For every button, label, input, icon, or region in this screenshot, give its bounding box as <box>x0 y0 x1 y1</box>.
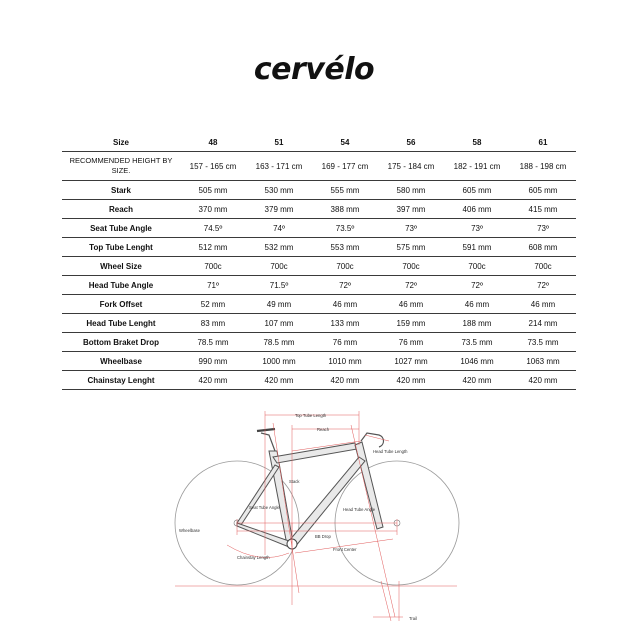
table-row <box>62 314 576 333</box>
row-label: Fork Offset <box>62 295 180 314</box>
table-cell: 379 mm <box>246 200 312 219</box>
table-cell: 159 mm <box>378 314 444 333</box>
table-cell: 52 mm <box>180 295 246 314</box>
table-cell: 700c <box>312 257 378 276</box>
table-cell: 1010 mm <box>312 352 378 371</box>
table-row <box>62 352 576 371</box>
table-cell: 74.5º <box>180 219 246 238</box>
label-top-tube-length: Top Tube Length <box>295 413 327 418</box>
table-cell: 46 mm <box>444 295 510 314</box>
row-label: Bottom Braket Drop <box>62 333 180 352</box>
frame-geometry-diagram <box>165 405 465 625</box>
table-cell: 370 mm <box>180 200 246 219</box>
table-cell: 73.5 mm <box>510 333 576 352</box>
label-trail: Trail <box>409 616 417 621</box>
table-row <box>62 371 576 390</box>
table-cell: 78.5 mm <box>246 333 312 352</box>
table-cell: 76 mm <box>312 333 378 352</box>
table-cell: 1063 mm <box>510 352 576 371</box>
header-size: 58 <box>444 134 510 152</box>
table-row <box>62 295 576 314</box>
label-reach: Reach <box>317 427 330 432</box>
header-size: 51 <box>246 134 312 152</box>
table-cell: 49 mm <box>246 295 312 314</box>
row-label: Top Tube Lenght <box>62 238 180 257</box>
table-cell: 72º <box>378 276 444 295</box>
table-cell: 605 mm <box>444 181 510 200</box>
table-cell: 169 - 177 cm <box>312 152 378 181</box>
table-cell: 73.5º <box>312 219 378 238</box>
table-row <box>62 152 576 181</box>
table-cell: 46 mm <box>312 295 378 314</box>
table-cell: 575 mm <box>378 238 444 257</box>
saddle <box>257 429 275 431</box>
table-cell: 133 mm <box>312 314 378 333</box>
table-cell: 73º <box>378 219 444 238</box>
row-label: Chainstay Lenght <box>62 371 180 390</box>
table-cell: 420 mm <box>444 371 510 390</box>
seatpost <box>261 433 275 451</box>
table-cell: 608 mm <box>510 238 576 257</box>
table-cell: 46 mm <box>510 295 576 314</box>
table-cell: 72º <box>510 276 576 295</box>
table-cell: 188 mm <box>444 314 510 333</box>
table-cell: 1046 mm <box>444 352 510 371</box>
table-cell: 530 mm <box>246 181 312 200</box>
table-cell: 532 mm <box>246 238 312 257</box>
header-size: 56 <box>378 134 444 152</box>
table-cell: 700c <box>378 257 444 276</box>
row-label: Wheelbase <box>62 352 180 371</box>
table-cell: 163 - 171 cm <box>246 152 312 181</box>
table-row <box>62 219 576 238</box>
table-row <box>62 333 576 352</box>
row-label: RECOMMENDED HEIGHT BY SIZE. <box>62 152 180 181</box>
row-label: Seat Tube Angle <box>62 219 180 238</box>
table-cell: 46 mm <box>378 295 444 314</box>
table-cell: 157 - 165 cm <box>180 152 246 181</box>
table-row <box>62 257 576 276</box>
header-size: 48 <box>180 134 246 152</box>
table-cell: 555 mm <box>312 181 378 200</box>
table-cell: 388 mm <box>312 200 378 219</box>
table-header-row <box>62 134 576 152</box>
table-cell: 71.5º <box>246 276 312 295</box>
table-cell: 71º <box>180 276 246 295</box>
table-cell: 73º <box>444 219 510 238</box>
table-cell: 420 mm <box>510 371 576 390</box>
label-stack: Stack <box>289 479 300 484</box>
table-cell: 214 mm <box>510 314 576 333</box>
row-label: Head Tube Lenght <box>62 314 180 333</box>
table-cell: 420 mm <box>246 371 312 390</box>
table-cell: 72º <box>444 276 510 295</box>
table-row <box>62 181 576 200</box>
table-cell: 990 mm <box>180 352 246 371</box>
table-cell: 700c <box>246 257 312 276</box>
label-head-tube-angle: Head Tube Angle <box>343 507 376 512</box>
table-cell: 74º <box>246 219 312 238</box>
table-cell: 1027 mm <box>378 352 444 371</box>
table-cell: 76 mm <box>378 333 444 352</box>
label-front-center: Front Center <box>333 547 357 552</box>
brand-logo: cervélo <box>253 52 375 87</box>
handlebar <box>361 433 384 447</box>
table-row <box>62 238 576 257</box>
table-cell: 420 mm <box>180 371 246 390</box>
geometry-table <box>62 134 576 390</box>
table-cell: 397 mm <box>378 200 444 219</box>
label-bb-drop: BB Drop <box>315 534 331 539</box>
label-seat-tube-angle: Seat Tube Angle <box>249 505 280 510</box>
table-cell: 700c <box>510 257 576 276</box>
table-cell: 182 - 191 cm <box>444 152 510 181</box>
table-cell: 420 mm <box>378 371 444 390</box>
table-cell: 505 mm <box>180 181 246 200</box>
table-cell: 188 - 198 cm <box>510 152 576 181</box>
table-cell: 415 mm <box>510 200 576 219</box>
table-cell: 512 mm <box>180 238 246 257</box>
table-cell: 580 mm <box>378 181 444 200</box>
label-head-tube-length: Head Tube Length <box>373 449 408 454</box>
row-label: Reach <box>62 200 180 219</box>
table-cell: 700c <box>180 257 246 276</box>
table-cell: 591 mm <box>444 238 510 257</box>
table-cell: 605 mm <box>510 181 576 200</box>
label-wheelbase: Wheelbase <box>179 528 200 533</box>
row-label: Head Tube Angle <box>62 276 180 295</box>
table-cell: 553 mm <box>312 238 378 257</box>
header-size: 54 <box>312 134 378 152</box>
header-size-label: Size <box>62 134 180 152</box>
row-label: Wheel Size <box>62 257 180 276</box>
table-cell: 175 - 184 cm <box>378 152 444 181</box>
table-cell: 78.5 mm <box>180 333 246 352</box>
table-cell: 406 mm <box>444 200 510 219</box>
table-cell: 1000 mm <box>246 352 312 371</box>
table-row <box>62 276 576 295</box>
label-chainstay-length: Chainstay Length <box>237 555 270 560</box>
table-cell: 420 mm <box>312 371 378 390</box>
table-cell: 73º <box>510 219 576 238</box>
header-size: 61 <box>510 134 576 152</box>
table-cell: 83 mm <box>180 314 246 333</box>
table-cell: 73.5 mm <box>444 333 510 352</box>
table-cell: 700c <box>444 257 510 276</box>
table-cell: 107 mm <box>246 314 312 333</box>
row-label: Stark <box>62 181 180 200</box>
table-cell: 72º <box>312 276 378 295</box>
table-row <box>62 200 576 219</box>
